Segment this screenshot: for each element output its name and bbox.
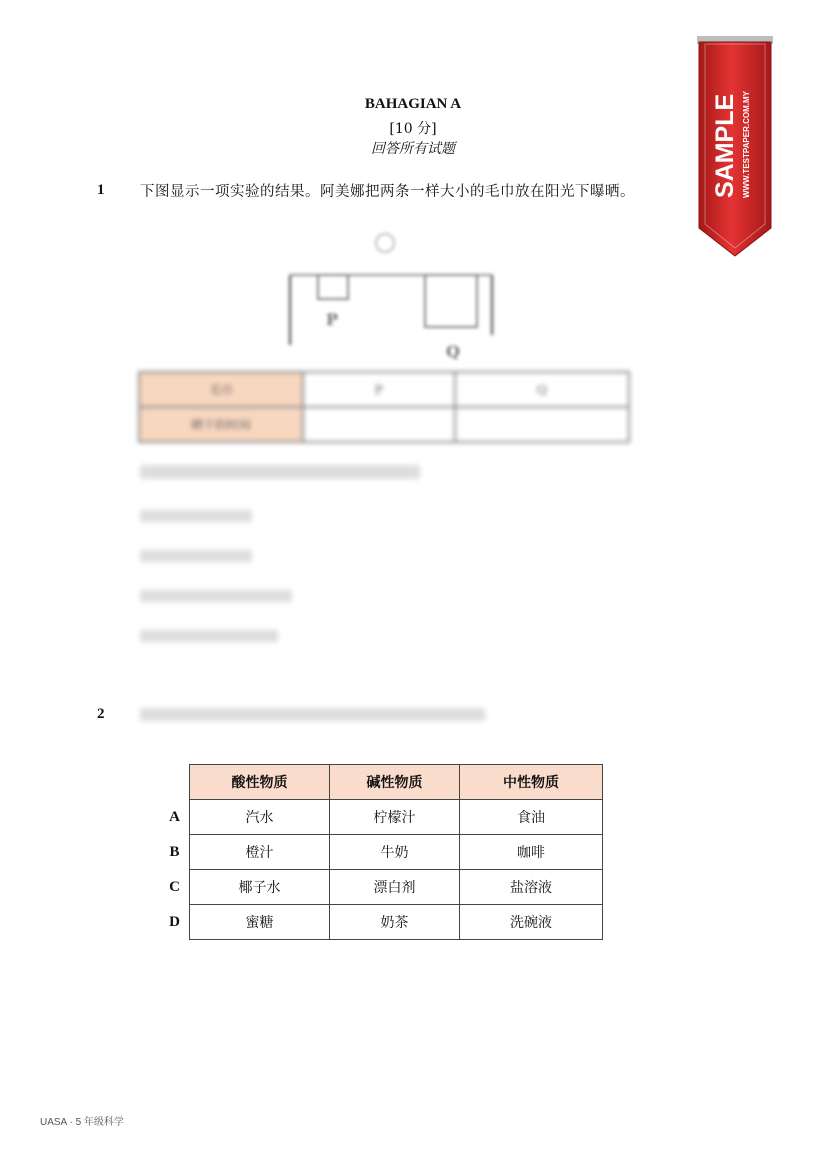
towel-table-cell: P <box>303 372 455 407</box>
option-a-blurred <box>140 510 252 522</box>
question-1-text: 下图显示一项实验的结果。阿美娜把两条一样大小的毛巾放在阳光下曝晒。 <box>140 184 635 200</box>
header-alkaline: 碱性物质 <box>330 765 460 800</box>
towel-table-cell: Q <box>455 372 629 407</box>
option-c-blurred <box>140 590 292 602</box>
towel-table-header: 毛巾 <box>139 372 303 407</box>
towel-table-cell <box>303 407 455 442</box>
option-letter: A <box>169 808 180 825</box>
table-cell: 柠檬汁 <box>330 800 460 835</box>
ribbon-site: WWW.TESTPAPER.COM.MY <box>742 91 751 198</box>
question-1-number: 1 <box>97 182 105 198</box>
table-row <box>160 835 603 870</box>
header-acidic: 酸性物质 <box>190 765 330 800</box>
table-cell: 橙汁 <box>190 835 330 870</box>
question-2-text-blurred <box>140 708 485 721</box>
question-2-number: 2 <box>97 706 105 722</box>
experiment-figure <box>270 225 510 360</box>
table-cell: 漂白剂 <box>330 870 460 905</box>
table-row <box>160 800 603 835</box>
table-row <box>160 905 603 940</box>
table-cell: 咖啡 <box>460 835 603 870</box>
section-instruction: 回答所有试题 <box>371 141 455 157</box>
table-cell: 蜜糖 <box>190 905 330 940</box>
table-cell: 洗碗液 <box>460 905 603 940</box>
label-p: P <box>326 310 339 329</box>
section-title: BAHAGIAN A <box>364 96 462 112</box>
option-letter: D <box>169 913 180 930</box>
towel-table-cell <box>455 407 629 442</box>
table-cell: 椰子水 <box>190 870 330 905</box>
towel-p <box>318 275 348 299</box>
table-cell: 食油 <box>460 800 603 835</box>
option-letter: C <box>169 878 180 895</box>
section-marks: [10 分] <box>389 121 437 137</box>
table-row <box>160 870 603 905</box>
table-cell: 汽水 <box>190 800 330 835</box>
option-d-blurred <box>140 630 278 642</box>
substance-table <box>160 764 603 940</box>
question-1-prompt-blurred <box>140 465 420 479</box>
table-cell: 盐溶液 <box>460 870 603 905</box>
footer-text: UASA · 5 年级科学 <box>40 1117 124 1128</box>
table-cell: 牛奶 <box>330 835 460 870</box>
header-neutral: 中性物质 <box>460 765 603 800</box>
towel-table <box>138 371 630 443</box>
ribbon-word: SAMPLE <box>711 93 739 198</box>
table-cell: 奶茶 <box>330 905 460 940</box>
option-b-blurred <box>140 550 252 562</box>
towel-q <box>425 275 477 327</box>
sun-icon <box>376 234 394 252</box>
sample-ribbon <box>697 30 773 258</box>
option-letter: B <box>169 843 180 860</box>
towel-table-header: 晒干的时间 <box>139 407 303 442</box>
label-q: Q <box>446 342 460 360</box>
